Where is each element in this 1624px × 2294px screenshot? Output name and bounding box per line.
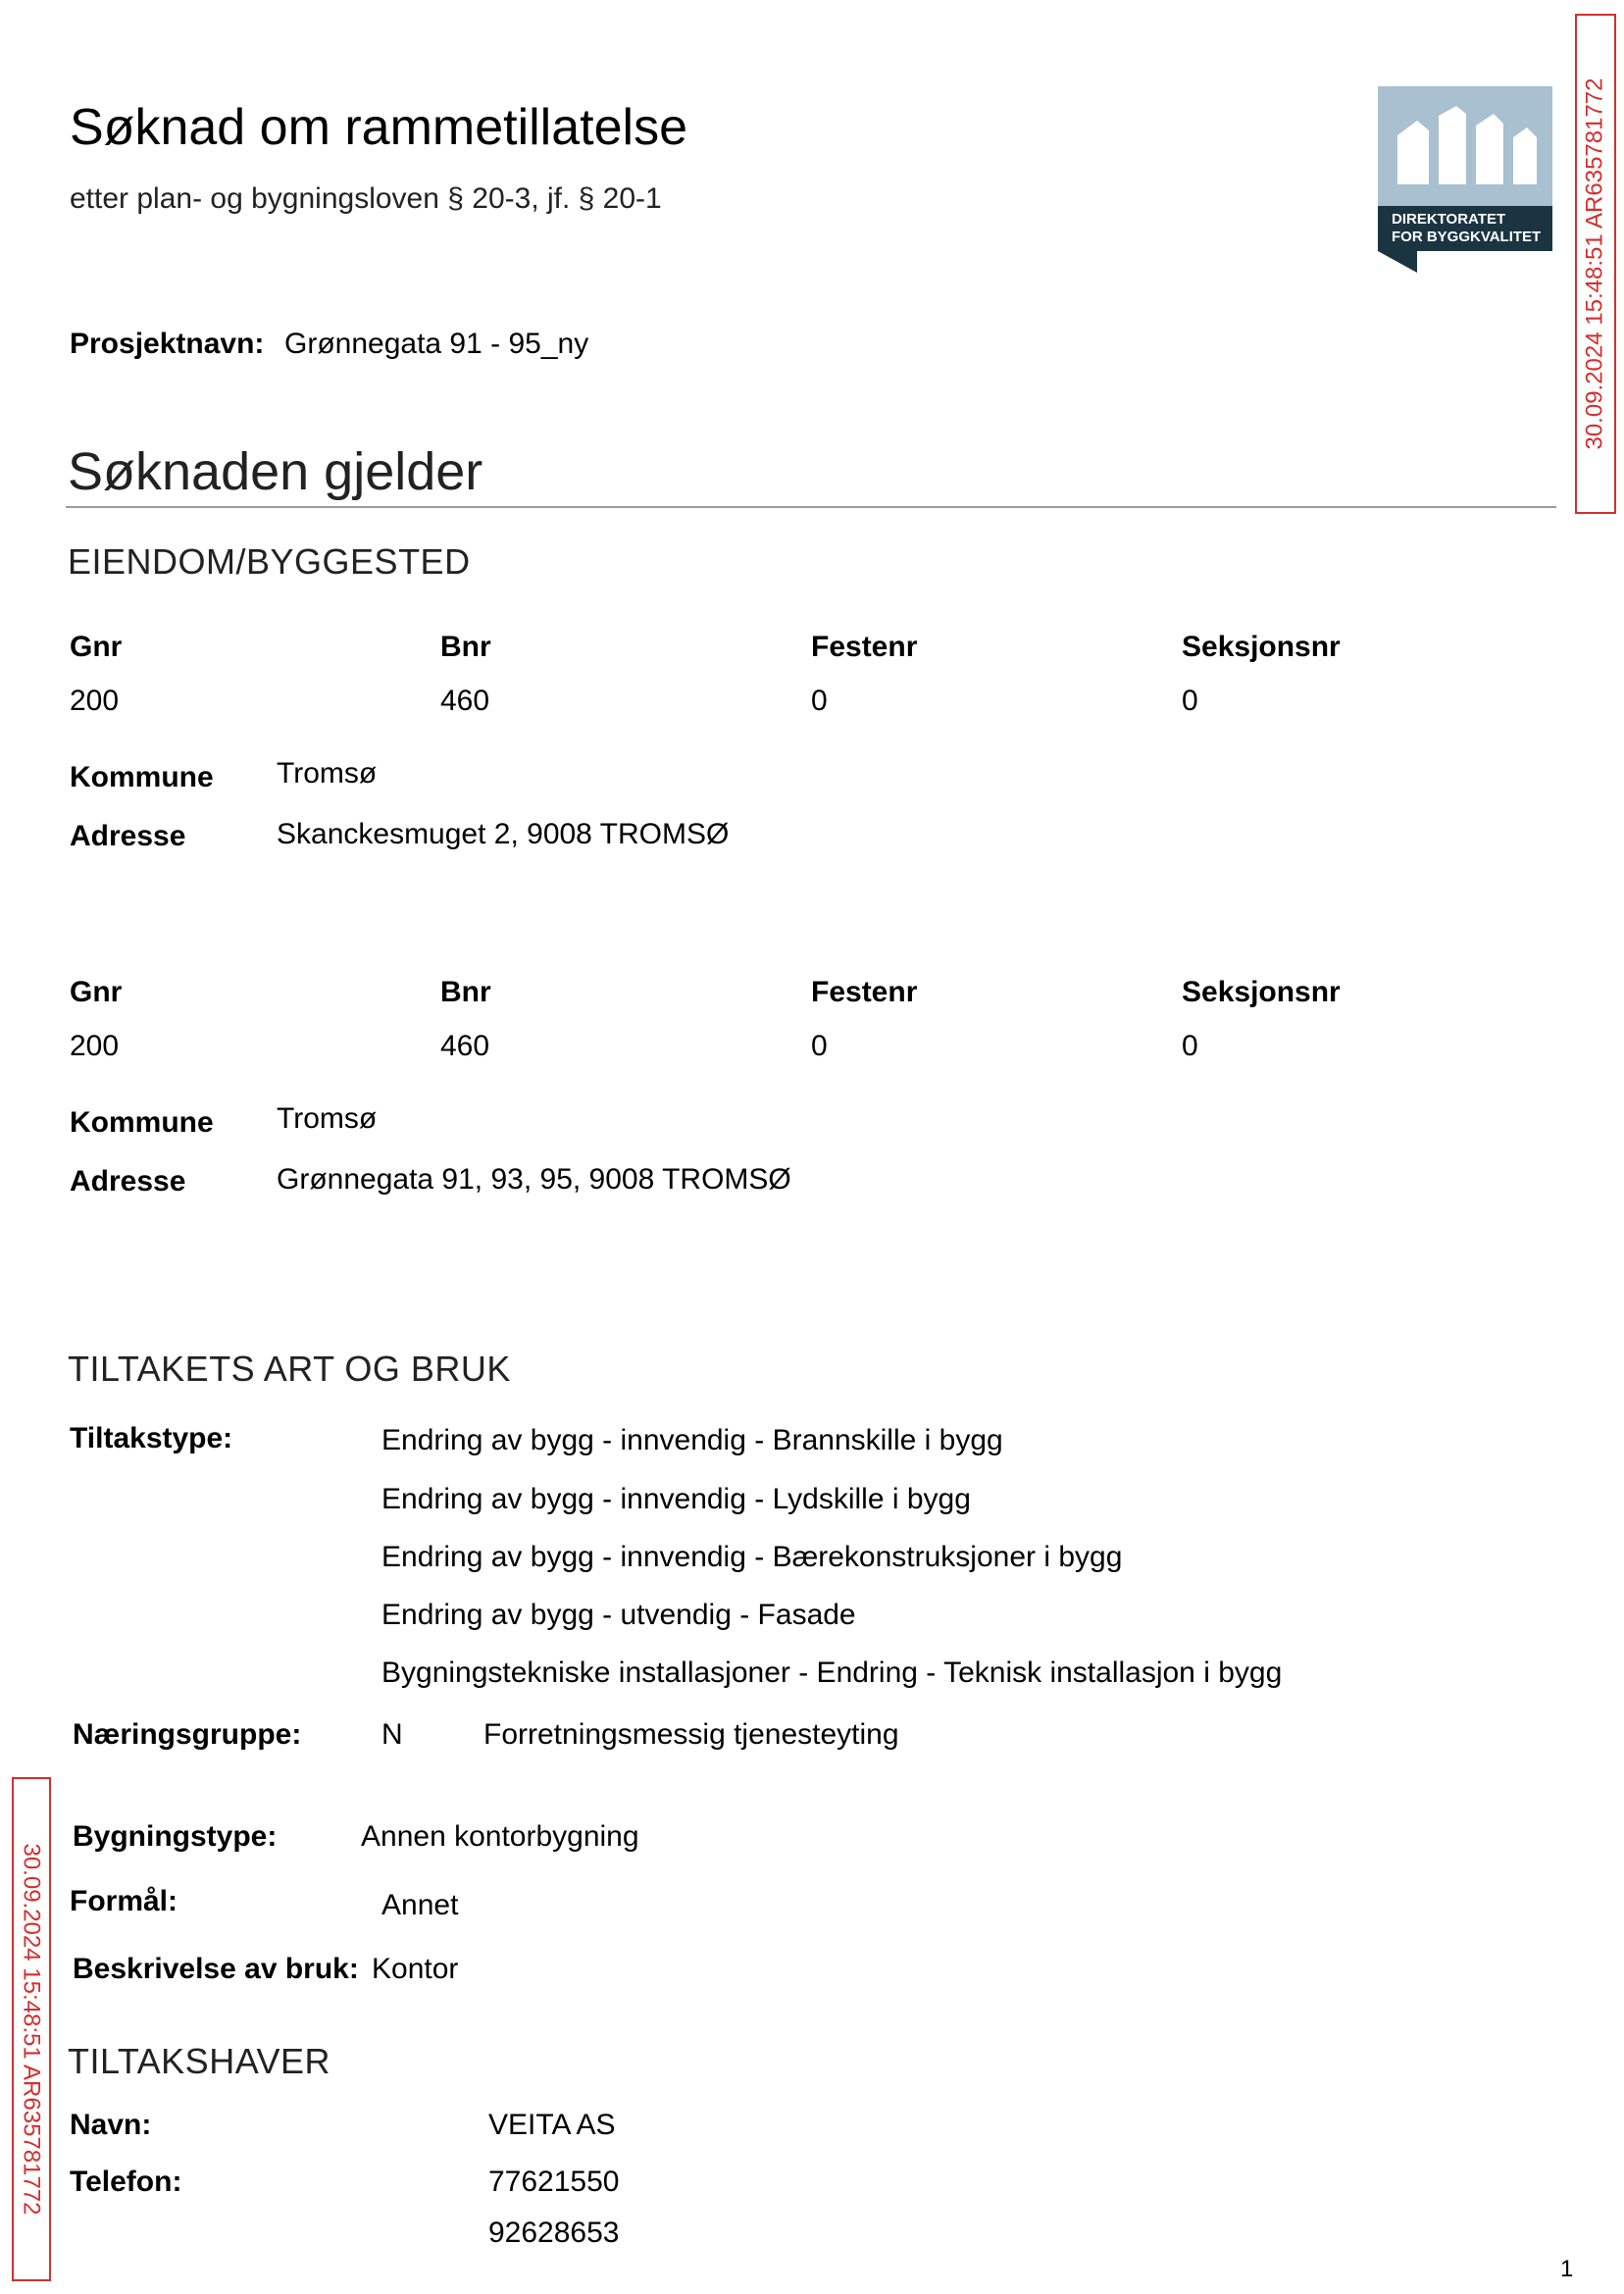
telefon-value: 92628653 [488, 2217, 620, 2249]
section-heading-soknaden: Søknaden gjelder [68, 442, 483, 501]
telefon-label: Telefon: [70, 2166, 182, 2198]
gnr-value: 200 [70, 1030, 120, 1062]
kommune-label: Kommune [70, 1106, 214, 1139]
eiendom-heading: EIENDOM/BYGGESTED [68, 541, 471, 582]
naeringsgruppe-code: N [381, 1718, 403, 1751]
col-header-bnr: Bnr [440, 976, 491, 1008]
timestamp-stamp-right [1575, 14, 1616, 514]
logo-text-line2: FOR BYGGKVALITET [1392, 229, 1542, 245]
page-number: 1 [1560, 2256, 1574, 2282]
dibk-logo [1378, 86, 1552, 273]
bnr-value: 460 [440, 1030, 490, 1062]
gnr-value: 200 [70, 685, 120, 717]
project-name-value: Grønnegata 91 - 95_ny [284, 328, 589, 360]
seksjonsnr-value: 0 [1182, 685, 1198, 717]
naeringsgruppe-label: Næringsgruppe: [73, 1718, 302, 1751]
beskrivelse-label: Beskrivelse av bruk: [73, 1953, 359, 1985]
navn-label: Navn: [70, 2109, 152, 2141]
bnr-value: 460 [440, 685, 490, 717]
adresse-value: Grønnegata 91, 93, 95, 9008 TROMSØ [277, 1163, 791, 1196]
stamp-text-right: 30.09.2024 15:48:51 AR635781772 [1582, 77, 1608, 450]
bygningstype-label: Bygningstype: [73, 1820, 278, 1853]
tiltakshaver-heading: TILTAKSHAVER [68, 2041, 331, 2081]
col-header-seksjonsnr: Seksjonsnr [1182, 631, 1341, 663]
col-header-gnr: Gnr [70, 976, 123, 1008]
festenr-value: 0 [811, 1030, 828, 1062]
telefon-value: 77621550 [488, 2166, 620, 2198]
adresse-value: Skanckesmuget 2, 9008 TROMSØ [277, 818, 730, 850]
kommune-label: Kommune [70, 761, 214, 793]
beskrivelse-value: Kontor [372, 1953, 459, 1985]
stamp-text-left: 30.09.2024 15:48:51 AR635781772 [19, 1843, 45, 2216]
tiltak-heading: TILTAKETS ART OG BRUK [68, 1349, 511, 1389]
tiltakstype-item: Endring av bygg - innvendig - Brannskille i bygg [381, 1424, 1003, 1456]
tiltakstype-item: Endring av bygg - utvendig - Fasade [381, 1599, 856, 1631]
section-divider [66, 506, 1556, 508]
timestamp-stamp-left [12, 1777, 51, 2281]
page-subtitle: etter plan- og bygningsloven § 20-3, jf. § 20-1 [70, 182, 662, 215]
col-header-bnr: Bnr [440, 631, 491, 663]
kommune-value: Tromsø [277, 757, 378, 790]
tiltakstype-item: Endring av bygg - innvendig - Bærekonstruksjoner i bygg [381, 1541, 1123, 1573]
naeringsgruppe-value: Forretningsmessig tjenesteyting [483, 1718, 899, 1751]
adresse-label: Adresse [70, 1165, 186, 1198]
tiltakstype-item: Endring av bygg - innvendig - Lydskille i bygg [381, 1483, 971, 1515]
col-header-gnr: Gnr [70, 631, 123, 663]
bygningstype-value: Annen kontorbygning [361, 1820, 639, 1853]
navn-value: VEITA AS [488, 2109, 616, 2141]
festenr-value: 0 [811, 685, 828, 717]
adresse-label: Adresse [70, 820, 186, 852]
col-header-festenr: Festenr [811, 976, 918, 1008]
tiltakstype-item: Bygningstekniske installasjoner - Endring - Teknisk installasjon i bygg [381, 1657, 1283, 1689]
formal-label: Formål: [70, 1885, 178, 1917]
col-header-seksjonsnr: Seksjonsnr [1182, 976, 1341, 1008]
project-name-label: Prosjektnavn: [70, 328, 265, 360]
tiltakstype-label: Tiltakstype: [70, 1422, 233, 1454]
logo-text-line1: DIREKTORATET [1392, 211, 1506, 228]
seksjonsnr-value: 0 [1182, 1030, 1198, 1062]
col-header-festenr: Festenr [811, 631, 918, 663]
page-title: Søknad om rammetillatelse [70, 99, 687, 156]
kommune-value: Tromsø [277, 1102, 378, 1135]
formal-value: Annet [381, 1889, 459, 1921]
